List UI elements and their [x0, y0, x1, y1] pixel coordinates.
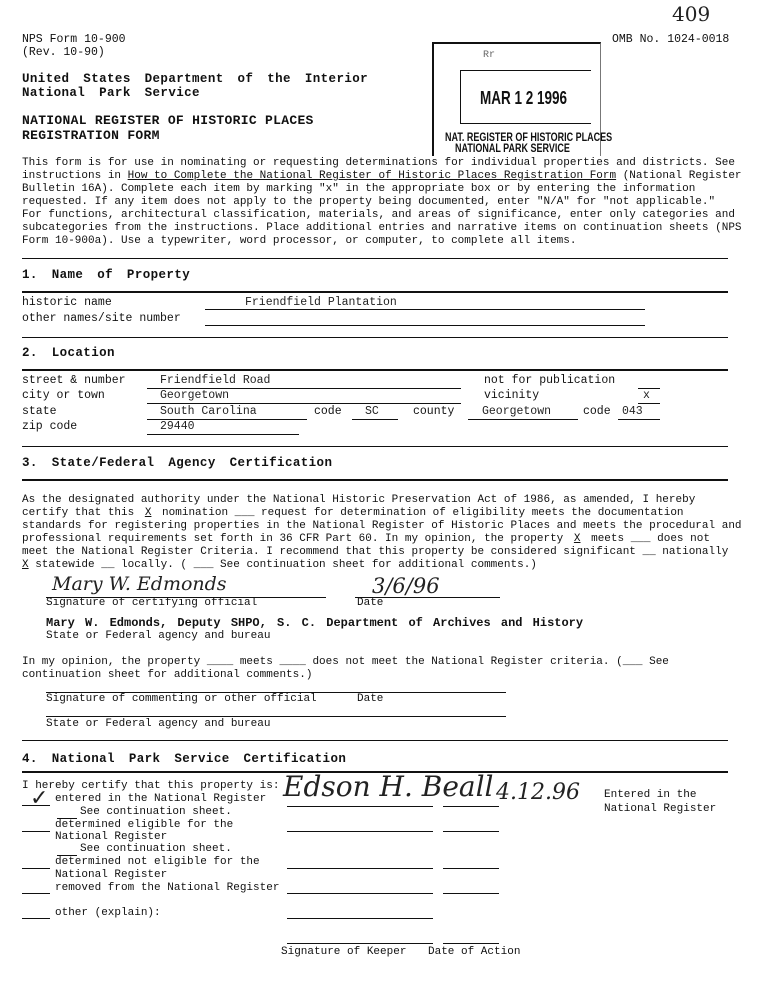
historic-name-underline: [205, 309, 645, 310]
opinion-line1: In my opinion, the property ____ meets ____ does not meet the National Register criteria. (___ See: [22, 656, 669, 668]
cert-line1: As the designated authority under the National Historic Preservation Act of 1986, as amended, I hereby: [22, 494, 696, 506]
stamp-service-line: NATIONAL PARK SERVICE: [455, 141, 570, 155]
county-field[interactable]: Georgetown: [482, 405, 552, 418]
section3-rule: [22, 479, 728, 481]
stamp-register-line: NAT. REGISTER OF HISTORIC PLACES: [445, 130, 613, 144]
historic-name-field[interactable]: Friendfield Plantation: [245, 296, 397, 309]
not-for-publication-label: not for publication: [484, 374, 616, 387]
entered-check-mark[interactable]: ✓: [30, 786, 49, 811]
other-names-label: other names/site number: [22, 312, 181, 325]
commenting-signature-label: Signature of commenting or other official: [46, 693, 317, 705]
keeper-date-line-4[interactable]: [443, 893, 499, 894]
entered-note-line2: National Register: [604, 803, 717, 815]
section1-top-rule: [22, 258, 728, 259]
omb-number: OMB No. 1024-0018: [612, 33, 730, 46]
keeper-date-line-6[interactable]: [443, 943, 499, 944]
cert-line3: standards for registering properties in the National Register of Historic Places and meets the procedural and: [22, 520, 742, 532]
keeper-sig-line-6[interactable]: [287, 943, 433, 944]
agency2-line[interactable]: [46, 716, 506, 717]
county-label: county: [413, 405, 455, 418]
intro-line4: requested. If any item does not apply to the property being documented, enter "N/A" for "not applicable.": [22, 196, 716, 208]
certifying-official-signature: Mary W. Edmonds: [52, 573, 227, 595]
county-code-field[interactable]: 043: [622, 405, 643, 418]
eligible-label2: National Register: [55, 831, 168, 843]
zip-label: zip code: [22, 420, 78, 433]
keeper-sig-line-2[interactable]: [287, 831, 433, 832]
stamp-small-text: Rr: [483, 50, 496, 61]
vicinity-checkbox[interactable]: x: [643, 389, 650, 402]
cert-line2-a: certify that this: [22, 507, 141, 519]
department-line1: United States Department of the Interior: [22, 72, 369, 86]
zip-underline: [147, 434, 299, 435]
bulletin-title-link: How to Complete the National Register of Historic Places Registration Form: [127, 170, 617, 182]
cert-line4: [22, 533, 710, 545]
meets-checkbox[interactable]: X: [573, 533, 581, 545]
cert-line6: [22, 559, 537, 571]
stamp-date: MAR 1 2 1996: [480, 88, 568, 108]
other-blank[interactable]: [22, 918, 50, 919]
vicinity-label: vicinity: [484, 389, 540, 402]
removed-blank[interactable]: [22, 893, 50, 894]
state-code-underline: [352, 419, 398, 420]
department-line2: National Park Service: [22, 86, 200, 100]
handwritten-page-number: 409: [672, 2, 711, 26]
keeper-signature: Edson H. Beall: [283, 770, 494, 803]
historic-name-label: historic name: [22, 296, 112, 309]
intro-line2: [22, 170, 742, 182]
county-underline: [468, 419, 578, 420]
not-eligible-label2: National Register: [55, 869, 168, 881]
keeper-sig-line-5[interactable]: [287, 918, 433, 919]
certifying-official-name: Mary W. Edmonds, Deputy SHPO, S. C. Department of Archives and History: [46, 616, 584, 630]
intro-line3: Bulletin 16A). Complete each item by marking "x" in the appropriate box or by entering the information: [22, 183, 696, 195]
intro-line5: For functions, architectural classification, materials, and areas of significance, enter only categories and: [22, 209, 735, 221]
form-title-line1: NATIONAL REGISTER OF HISTORIC PLACES: [22, 113, 314, 128]
section2-rule: [22, 369, 728, 371]
cert-agency-label: State or Federal agency and bureau: [46, 630, 271, 642]
keeper-sig-line-1: [287, 806, 433, 807]
state-code-label: code: [314, 405, 342, 418]
section4-heading: 4. National Park Service Certification: [22, 752, 347, 766]
statewide-checkbox[interactable]: X: [22, 559, 29, 571]
section3-top-rule: [22, 446, 728, 447]
state-label: state: [22, 405, 57, 418]
county-code-underline: [618, 419, 660, 420]
eligible-blank[interactable]: [22, 831, 50, 832]
cert-line4-b: meets ___ does not: [584, 533, 710, 545]
vicinity-underline: [638, 403, 660, 404]
cert-line5: meet the National Register Criteria. I recommend that this property be considered significant __ nationally: [22, 546, 729, 558]
intro-line6: subcategories from the instructions. Place additional entries and narrative items on continuation sheets (NPS: [22, 222, 742, 234]
opinion-line2: continuation sheet for additional comments.): [22, 669, 313, 681]
certifying-date-handwritten: 3/6/96: [372, 574, 440, 598]
removed-label: removed from the National Register: [55, 882, 280, 894]
keeper-date-handwritten: 4.12.96: [496, 780, 580, 805]
see-cont2-label: See continuation sheet.: [80, 843, 232, 855]
zip-field[interactable]: 29440: [160, 420, 195, 433]
city-field[interactable]: Georgetown: [160, 389, 230, 402]
cert-line4-a: professional requirements set forth in 36 CFR Part 60. In my opinion, the property: [22, 533, 570, 545]
keeper-sig-line-3[interactable]: [287, 868, 433, 869]
form-title-line2: REGISTRATION FORM: [22, 128, 160, 143]
eligible-label1: determined eligible for the: [55, 819, 234, 831]
intro-line2-a: instructions in: [22, 170, 128, 182]
state-field[interactable]: South Carolina: [160, 405, 257, 418]
intro-line1: This form is for use in nominating or requesting determinations for individual properties and districts. See: [22, 157, 735, 169]
keeper-date-line-1: [443, 806, 499, 807]
other-names-underline: [205, 325, 645, 326]
cert-signature-label: Signature of certifying official: [46, 597, 258, 609]
keeper-date-line-3[interactable]: [443, 868, 499, 869]
cert-line2-b: nomination ___ request for determination of eligibility meets the documentation: [155, 507, 684, 519]
street-field[interactable]: Friendfield Road: [160, 374, 271, 387]
city-label: city or town: [22, 389, 105, 402]
keeper-signature-label: Signature of Keeper: [281, 946, 407, 958]
section1-heading: 1. Name of Property: [22, 268, 191, 282]
section4-top-rule: [22, 740, 728, 741]
other-explain-label: other (explain):: [55, 907, 161, 919]
section2-heading: 2. Location: [22, 346, 115, 360]
entered-label: entered in the National Register: [55, 793, 267, 805]
form-revision: (Rev. 10-90): [22, 46, 105, 59]
entered-blank: [22, 805, 50, 806]
cert-line6-b: statewide __ locally. ( ___ See continuation sheet for additional comments.): [28, 559, 537, 571]
cert-line2: [22, 507, 684, 519]
agency2-label: State or Federal agency and bureau: [46, 718, 271, 730]
section2-top-rule: [22, 337, 728, 338]
entered-note-line1: Entered in the: [604, 789, 697, 801]
city-underline: [147, 403, 461, 404]
not-eligible-blank[interactable]: [22, 868, 50, 869]
form-number: NPS Form 10-900: [22, 33, 126, 46]
not-eligible-label1: determined not eligible for the: [55, 856, 260, 868]
keeper-date-line-2[interactable]: [443, 831, 499, 832]
section1-rule: [22, 291, 728, 293]
cert-date-label: Date: [357, 597, 384, 609]
intro-line2-c: (National Register: [616, 170, 742, 182]
street-label: street & number: [22, 374, 126, 387]
intro-line7: Form 10-900a). Use a typewriter, word processor, or computer, to complete all items.: [22, 235, 577, 247]
nomination-checkbox[interactable]: X: [144, 507, 152, 519]
keeper-sig-line-4[interactable]: [287, 893, 433, 894]
keeper-certify-text: I hereby certify that this property is:: [22, 780, 280, 792]
state-code-field[interactable]: SC: [365, 405, 379, 418]
date-of-action-label: Date of Action: [428, 946, 521, 958]
county-code-label: code: [583, 405, 611, 418]
section3-heading: 3. State/Federal Agency Certification: [22, 456, 333, 470]
see-cont1-label: See continuation sheet.: [80, 806, 232, 818]
commenting-date-label: Date: [357, 693, 384, 705]
